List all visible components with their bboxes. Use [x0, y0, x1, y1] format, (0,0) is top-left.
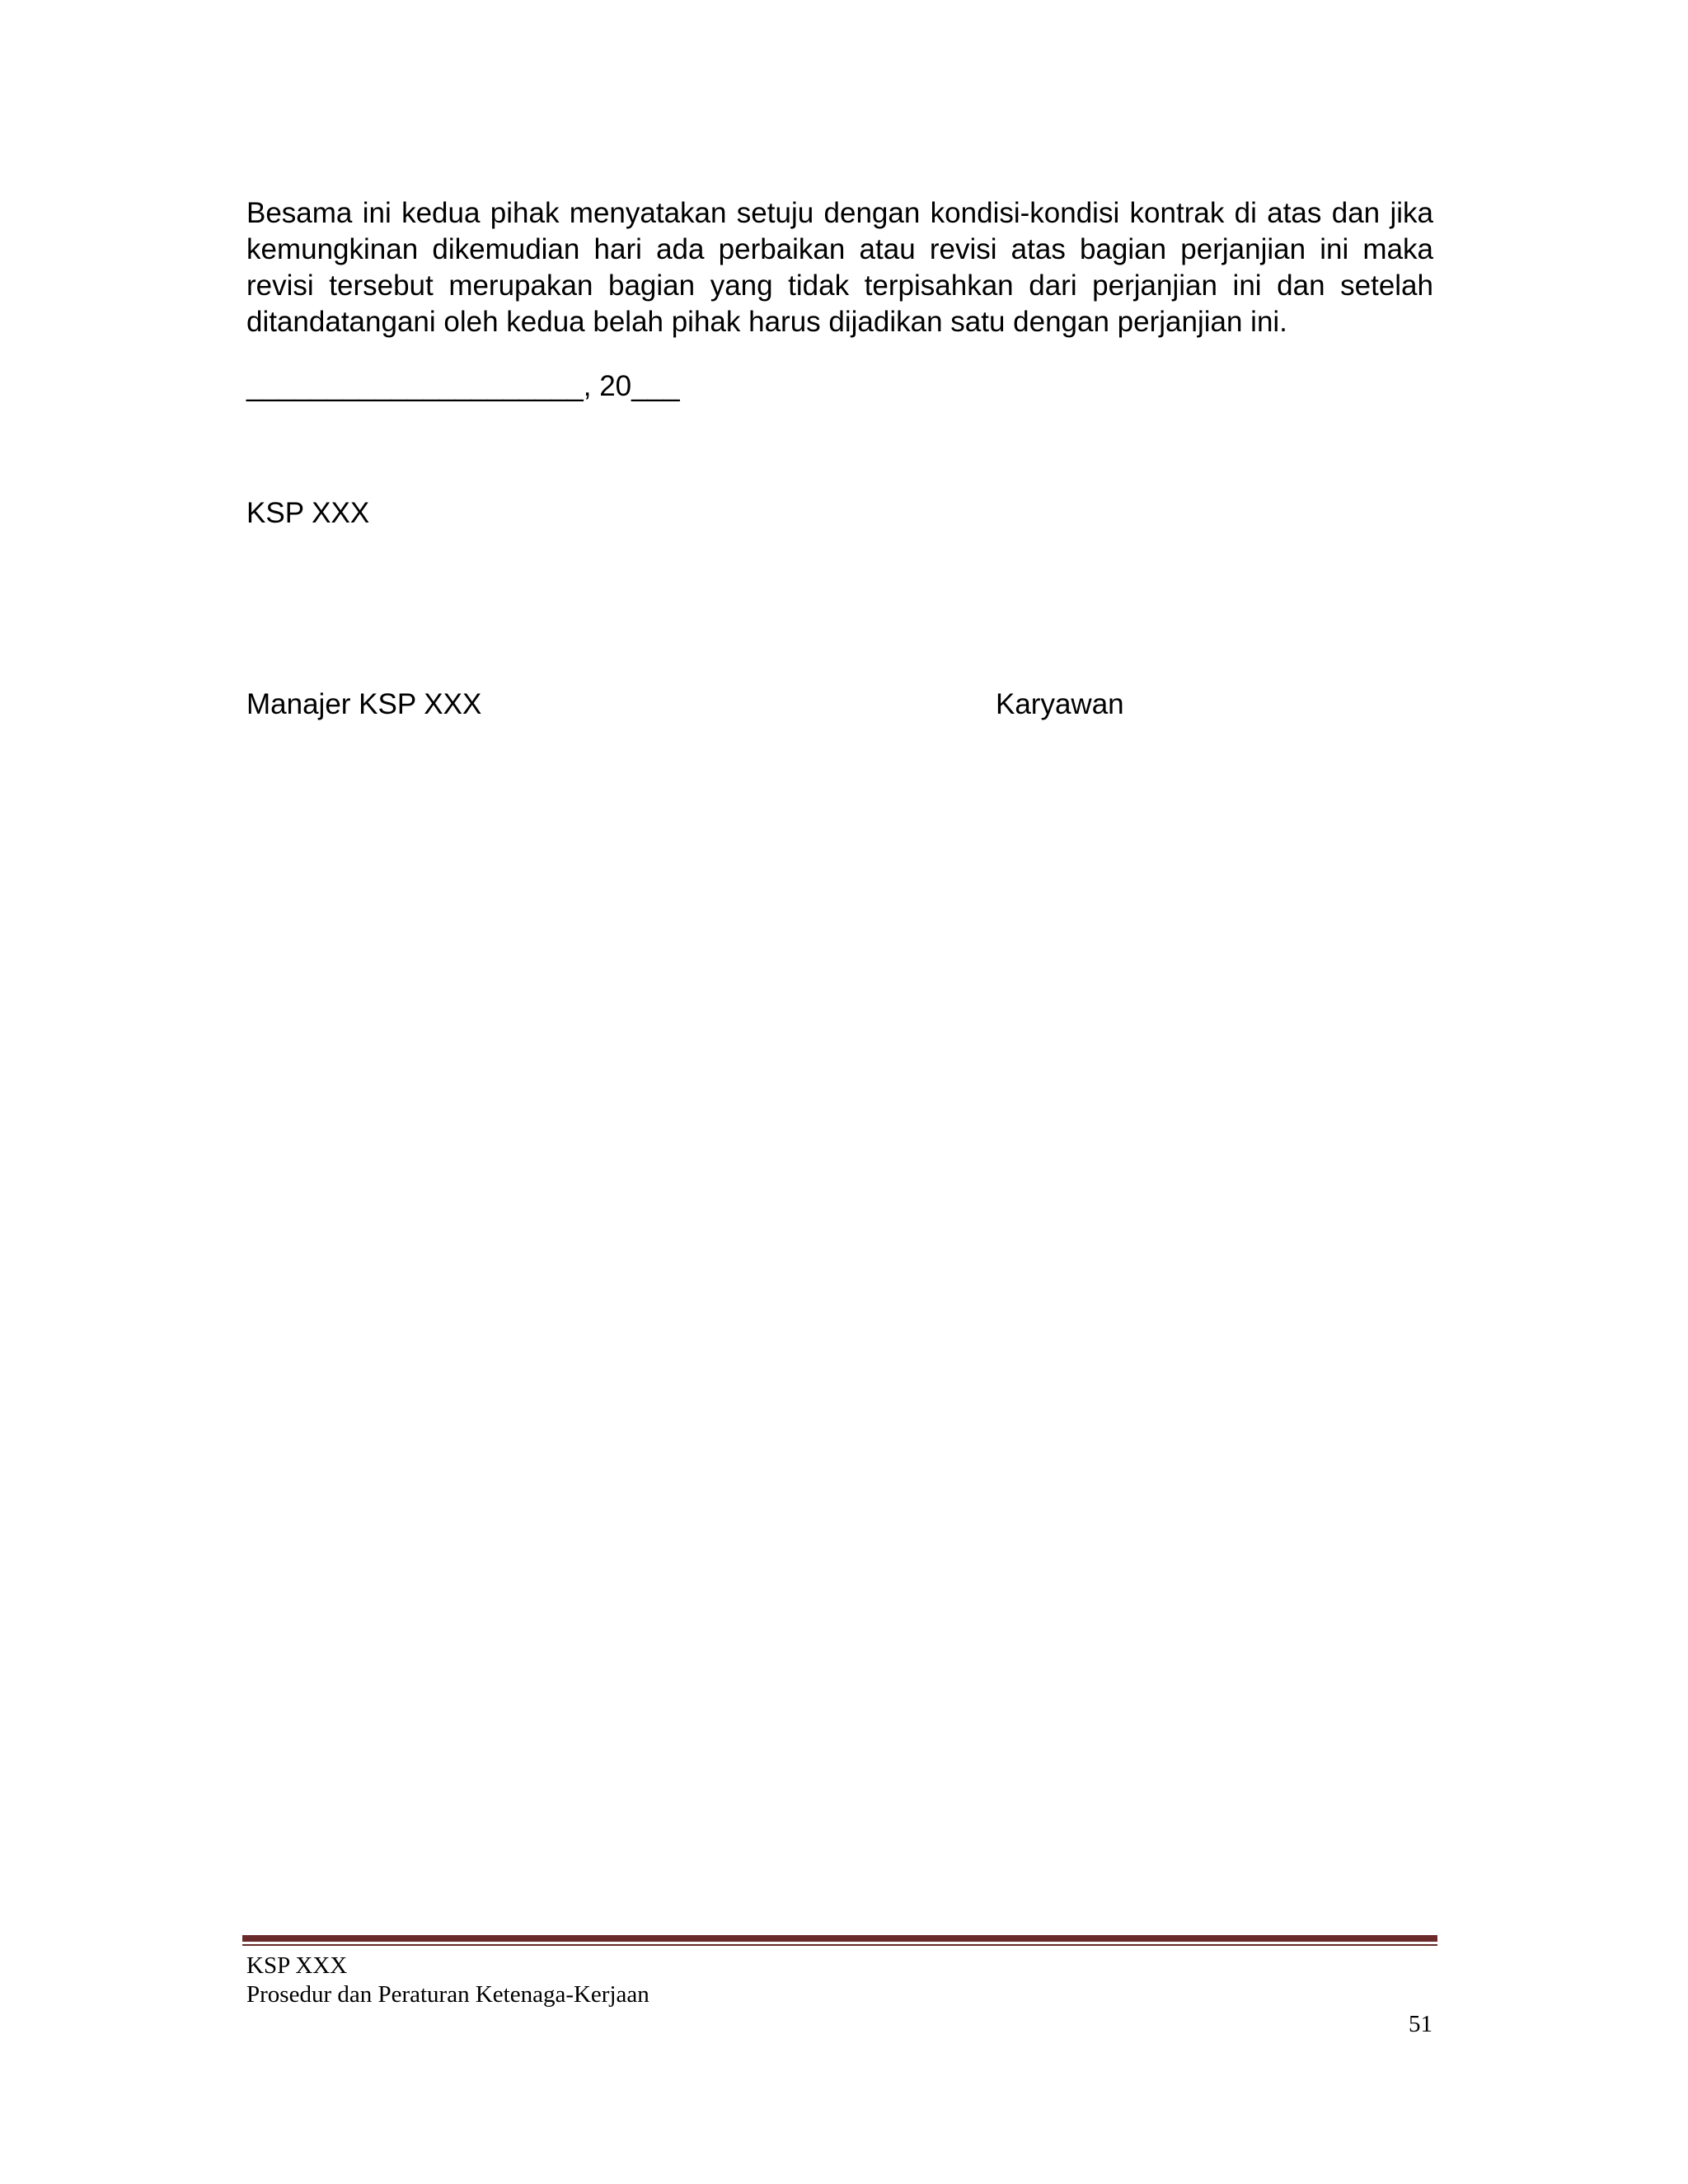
agreement-paragraph: Besama ini kedua pihak menyatakan setuju dengan kondisi-kondisi kontrak di atas dan jika kemungkinan dikemudian hari ada perbaikan atau revisi atas bagian perjanjian ini maka revisi tersebut merupakan bagian yang tidak terpisahkan dari perjanjian ini dan setelah ditandatangani oleh kedua belah pihak harus dijadikan satu dengan perjanjian ini.: [246, 197, 1433, 338]
page-number: 51: [1409, 2011, 1432, 2037]
footer-document-title: Prosedur dan Peraturan Ketenaga-Kerjaan: [246, 1981, 649, 2008]
signatory-manager: Manajer KSP XXX: [246, 688, 482, 720]
signatory-employee: Karyawan: [996, 688, 1124, 720]
footer-organization: KSP XXX: [246, 1952, 348, 1979]
date-line: _____________________, 20___: [246, 370, 680, 402]
organization-name: KSP XXX: [246, 497, 370, 529]
footer-divider-thin: [242, 1944, 1437, 1946]
footer-divider-thick: [242, 1935, 1437, 1942]
